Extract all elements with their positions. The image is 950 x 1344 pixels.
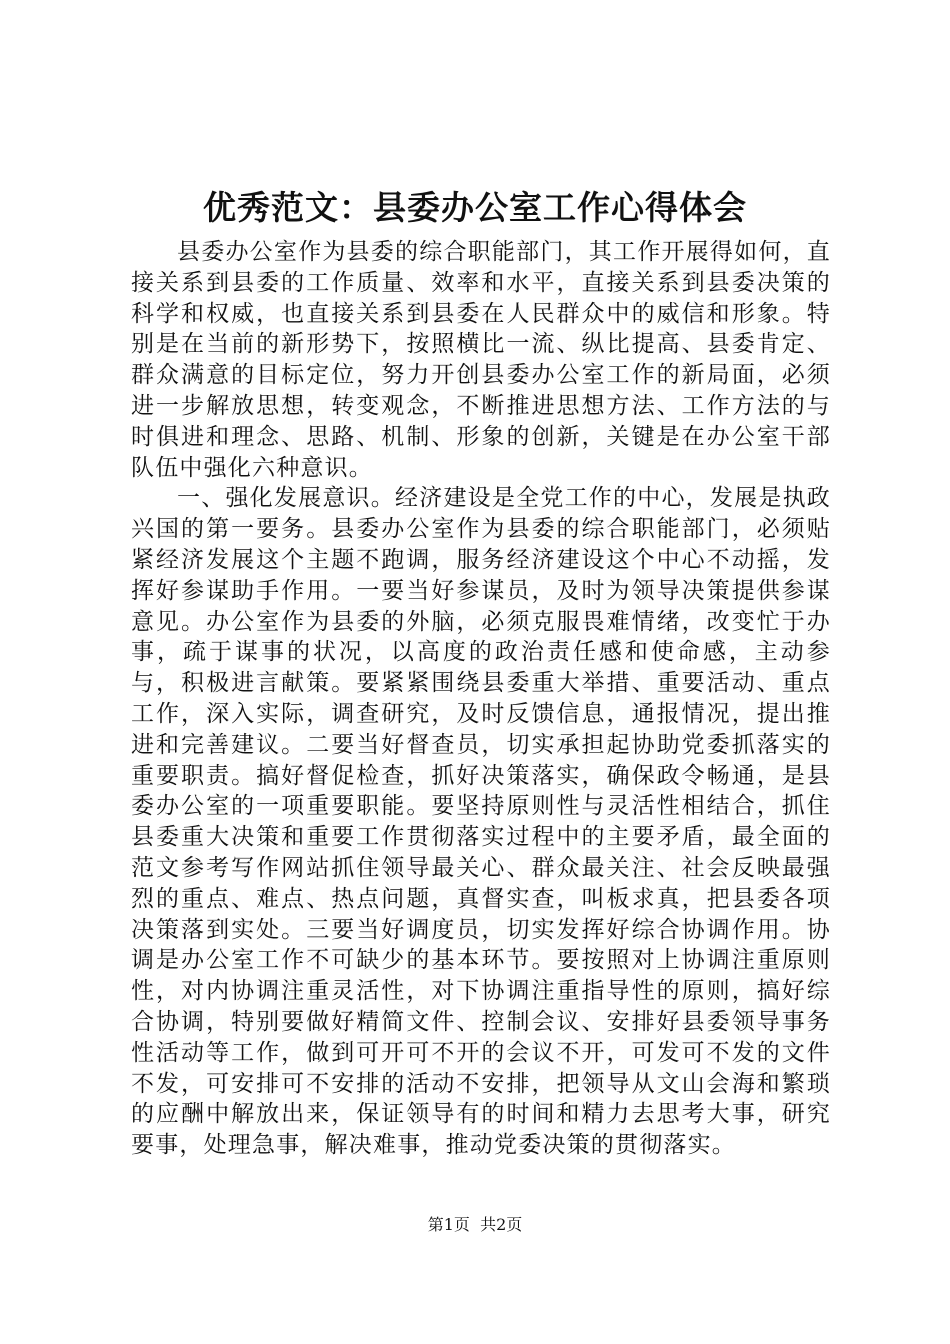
document-title: 优秀范文：县委办公室工作心得体会: [203, 188, 747, 227]
paragraph-development-awareness: 一、强化发展意识。经济建设是全党工作的中心，发展是执政兴国的第一要务。县委办公室作为县委的综合职能部门，必须贴紧经济发展这个主题不跑调，服务经济建设这个中心不动摇，发挥好参谋助手作用。一要当好参谋员，及时为领导决策提供参谋意见。办公室作为县委的外脑，必须克服畏难情绪，改变忙于办事，疏于谋事的状况，以高度的政治责任感和使命感，主动参与，积极进言献策。要紧紧围绕县委重大举措、重要活动、重点工作，深入实际，调查研究，及时反馈信息，通报情况，提出推进和完善建议。二要当好督查员，切实承担起协助党委抓落实的重要职责。搞好督促检查，抓好决策落实，确保政令畅通，是县委办公室的一项重要职能。要坚持原则性与灵活性相结合，抓住县委重大决策和重要工作贯彻落实过程中的主要矛盾，最全面的范文参考写作网站抓住领导最关心、群众最关注、社会反映最强烈的重点、难点、热点问题，真督实查，叫板求真，把县委各项决策落到实处。三要当好调度员，切实发挥好综合协调作用。协调是办公室工作不可缺少的基本环节。要按照对上协调注重原则性，对内协调注重灵活性，对下协调注重指导性的原则，搞好综合协调，特别要做好精简文件、控制会议、安排好县委领导事务性活动等工作，做到可开可不开的会议不开，可发可不发的文件不发，可安排可不安排的活动不安排，把领导从文山会海和繁琐的应酬中解放出来，保证领导有的时间和精力去思考大事，研究要事，处理急事，解决难事，推动党委决策的贯彻落实。: [131, 485, 831, 1159]
document-body: [131, 237, 831, 1161]
paragraph-intro: 县委办公室作为县委的综合职能部门，其工作开展得如何，直接关系到县委的工作质量、效率和水平，直接关系到县委决策的科学和权威，也直接关系到县委在人民群众中的威信和形象。特别是在当前的新形势下，按照横比一流、纵比提高、县委肯定、群众满意的目标定位，努力开创县委办公室工作的新局面，必须进一步解放思想，转变观念，不断推进思想方法、工作方法的与时俱进和理念、思路、机制、形象的创新，关键是在办公室干部队伍中强化六种意识。: [131, 239, 831, 481]
page-number-footer: 第1页 共2页: [427, 1215, 523, 1234]
